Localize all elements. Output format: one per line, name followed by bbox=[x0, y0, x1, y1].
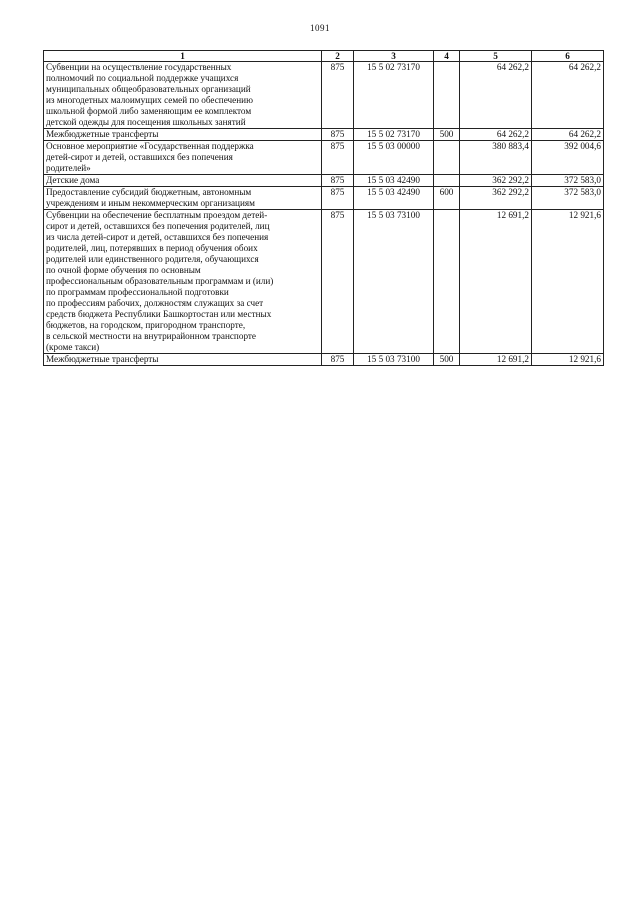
header-col-4: 4 bbox=[434, 51, 460, 62]
row-target-code: 15 5 02 73170 bbox=[354, 129, 434, 141]
row-ministry-code: 875 bbox=[322, 129, 354, 141]
row-amount-year2: 372 583,0 bbox=[532, 187, 604, 210]
header-col-1: 1 bbox=[44, 51, 322, 62]
row-amount-year1: 362 292,2 bbox=[460, 175, 532, 187]
row-name: Межбюджетные трансферты bbox=[44, 129, 322, 141]
row-ministry-code: 875 bbox=[322, 354, 354, 366]
row-amount-year2: 392 004,6 bbox=[532, 141, 604, 175]
row-target-code: 15 5 03 00000 bbox=[354, 141, 434, 175]
row-amount-year1: 64 262,2 bbox=[460, 62, 532, 129]
header-col-3: 3 bbox=[354, 51, 434, 62]
row-name: Субвенции на обеспечение бесплатным проездом детей- сирот и детей, оставшихся без попечения родителей, лиц из числа детей-сирот и детей, оставшихся без попечения родителей, лиц, потерявших в период обучения обоих родителей или единственного родителя, обучающихся по очной форме обучения по основным профессиональным образовательным программам и (или) по программам профессиональной подготовки по профессиям рабочих, должностям служащих за счет средств бюджета Республики Башкортостан или местных бюджетов, на городском, пригородном транспорте, в сельской местности на внутрирайонном транспорте (кроме такси) bbox=[44, 210, 322, 354]
row-ministry-code: 875 bbox=[322, 210, 354, 354]
row-expense-type bbox=[434, 175, 460, 187]
row-ministry-code: 875 bbox=[322, 187, 354, 210]
row-expense-type: 500 bbox=[434, 129, 460, 141]
row-amount-year2: 372 583,0 bbox=[532, 175, 604, 187]
row-amount-year1: 12 691,2 bbox=[460, 354, 532, 366]
row-amount-year2: 64 262,2 bbox=[532, 62, 604, 129]
row-expense-type bbox=[434, 141, 460, 175]
row-target-code: 15 5 03 73100 bbox=[354, 354, 434, 366]
row-amount-year2: 12 921,6 bbox=[532, 354, 604, 366]
row-name: Субвенции на осуществление государственных полномочий по социальной поддержке учащихся муниципальных общеобразовательных организаций из многодетных малоимущих семей по обеспечению школьной формой либо заменяющим ее комплектом детской одежды для посещения школьных занятий bbox=[44, 62, 322, 129]
row-amount-year2: 12 921,6 bbox=[532, 210, 604, 354]
row-expense-type: 500 bbox=[434, 354, 460, 366]
row-amount-year1: 362 292,2 bbox=[460, 187, 532, 210]
row-ministry-code: 875 bbox=[322, 141, 354, 175]
table-row bbox=[44, 141, 604, 175]
row-ministry-code: 875 bbox=[322, 62, 354, 129]
row-name: Основное мероприятие «Государственная поддержка детей-сирот и детей, оставшихся без попечения родителей» bbox=[44, 141, 322, 175]
row-target-code: 15 5 03 42490 bbox=[354, 175, 434, 187]
header-col-5: 5 bbox=[460, 51, 532, 62]
budget-table bbox=[43, 50, 604, 366]
row-name: Детские дома bbox=[44, 175, 322, 187]
table-row bbox=[44, 129, 604, 141]
row-amount-year2: 64 262,2 bbox=[532, 129, 604, 141]
row-target-code: 15 5 03 73100 bbox=[354, 210, 434, 354]
row-amount-year1: 380 883,4 bbox=[460, 141, 532, 175]
table-row bbox=[44, 187, 604, 210]
table-row bbox=[44, 354, 604, 366]
row-ministry-code: 875 bbox=[322, 175, 354, 187]
row-expense-type bbox=[434, 210, 460, 354]
header-col-6: 6 bbox=[532, 51, 604, 62]
row-expense-type: 600 bbox=[434, 187, 460, 210]
row-name: Межбюджетные трансферты bbox=[44, 354, 322, 366]
header-col-2: 2 bbox=[322, 51, 354, 62]
page-number: 1091 bbox=[310, 23, 330, 33]
row-amount-year1: 12 691,2 bbox=[460, 210, 532, 354]
row-amount-year1: 64 262,2 bbox=[460, 129, 532, 141]
row-target-code: 15 5 02 73170 bbox=[354, 62, 434, 129]
table-row bbox=[44, 210, 604, 354]
table-row bbox=[44, 62, 604, 129]
table-row bbox=[44, 175, 604, 187]
row-expense-type bbox=[434, 62, 460, 129]
table-header-row bbox=[44, 51, 604, 62]
row-target-code: 15 5 03 42490 bbox=[354, 187, 434, 210]
row-name: Предоставление субсидий бюджетным, автономным учреждениям и иным некоммерческим организациям bbox=[44, 187, 322, 210]
